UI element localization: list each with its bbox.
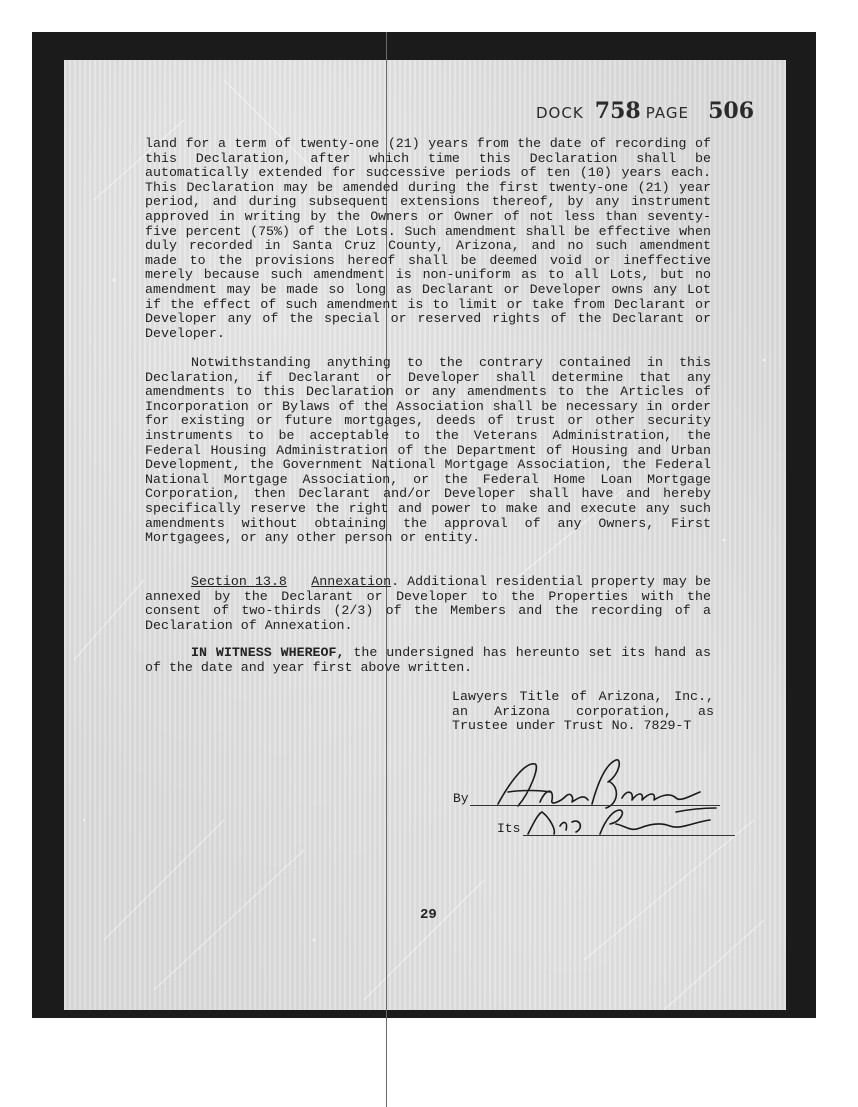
page-number: 29 [420, 907, 437, 923]
trustee-line-2: an Arizona corporation, as [452, 703, 714, 719]
witness-text: the undersigned has hereunto set its hand as of the date and year first above written. [145, 645, 712, 675]
book-number: 758 [594, 98, 641, 124]
section-heading: Section 13.8 [191, 574, 287, 589]
trustee-line-1: Lawyers Title of Arizona, Inc., [452, 689, 714, 704]
witness-lead: IN WITNESS WHEREOF, [191, 645, 345, 660]
its-signature-line [523, 835, 735, 836]
by-signature-line [470, 805, 720, 806]
trustee-block [452, 690, 714, 734]
paragraph-witness [145, 646, 711, 675]
its-label: Its [497, 821, 521, 836]
book-label: DOCK [536, 104, 584, 122]
section-title: Annexation [311, 574, 392, 589]
handwritten-signature [480, 752, 760, 842]
annexation-text: . Additional residential property may be annexed by the Declarant or Developer to the Properties with the consent of two-thirds (2/3) of the Members and the recording of a Declaration of Annexation. [145, 574, 711, 633]
trustee-line-3: Trustee under Trust No. 7829-T [452, 718, 692, 734]
recording-stamp [536, 98, 754, 124]
paragraph-amendments: Notwithstanding anything to the contrary contained in this Declaration, if Declarant or Developer shall determine that any amendments to this Declaration or any amendments to the Articles of Incorporation or Bylaws of the Association shall be necessary in order for existing or future mortgages, deeds of trust or other security instruments to be acceptable to the Veterans Administration, the Federal Housing Administration of the Department of Housing and Urban Development, the Government National Mortgage Association, the Federal National Mortgage Association, or the Federal Home Loan Mortgage Corporation, then Declarant and/or Developer shall have and hereby specifically reserve the right and power to make and execute any such amendments without obtaining the approval of any Owners, First Mortgagees, or any other person or entity. [145, 355, 711, 546]
by-label: By [453, 791, 469, 806]
paragraph-annexation [145, 575, 711, 633]
page-label: PAGE [645, 104, 689, 122]
paragraph-term: land for a term of twenty-one (21) years from the date of recording of this Declaration, after which time this Declaration shall be automatically extended for successive periods of ten (10) years each. This Declaration may be amended during the first twenty-one (21) year period, and during subsequent extensions thereof, by any instrument approved in writing by the Owners or Owner of not less than seventy-five percent (75%) of the Lots. Such amendment shall be effective when duly recorded in Santa Cruz County, Arizona, and no such amendment made to the provisions hereof shall be deemed void or ineffective merely because such amendment is non-uniform as to all Lots, but no amendment may be made so long as Declarant or Developer owns any Lot if the effect of such amendment is to limit or take from Declarant or Developer any of the special or reserved rights of the Declarant or Developer. [145, 136, 711, 341]
recording-page-number: 506 [708, 98, 755, 124]
